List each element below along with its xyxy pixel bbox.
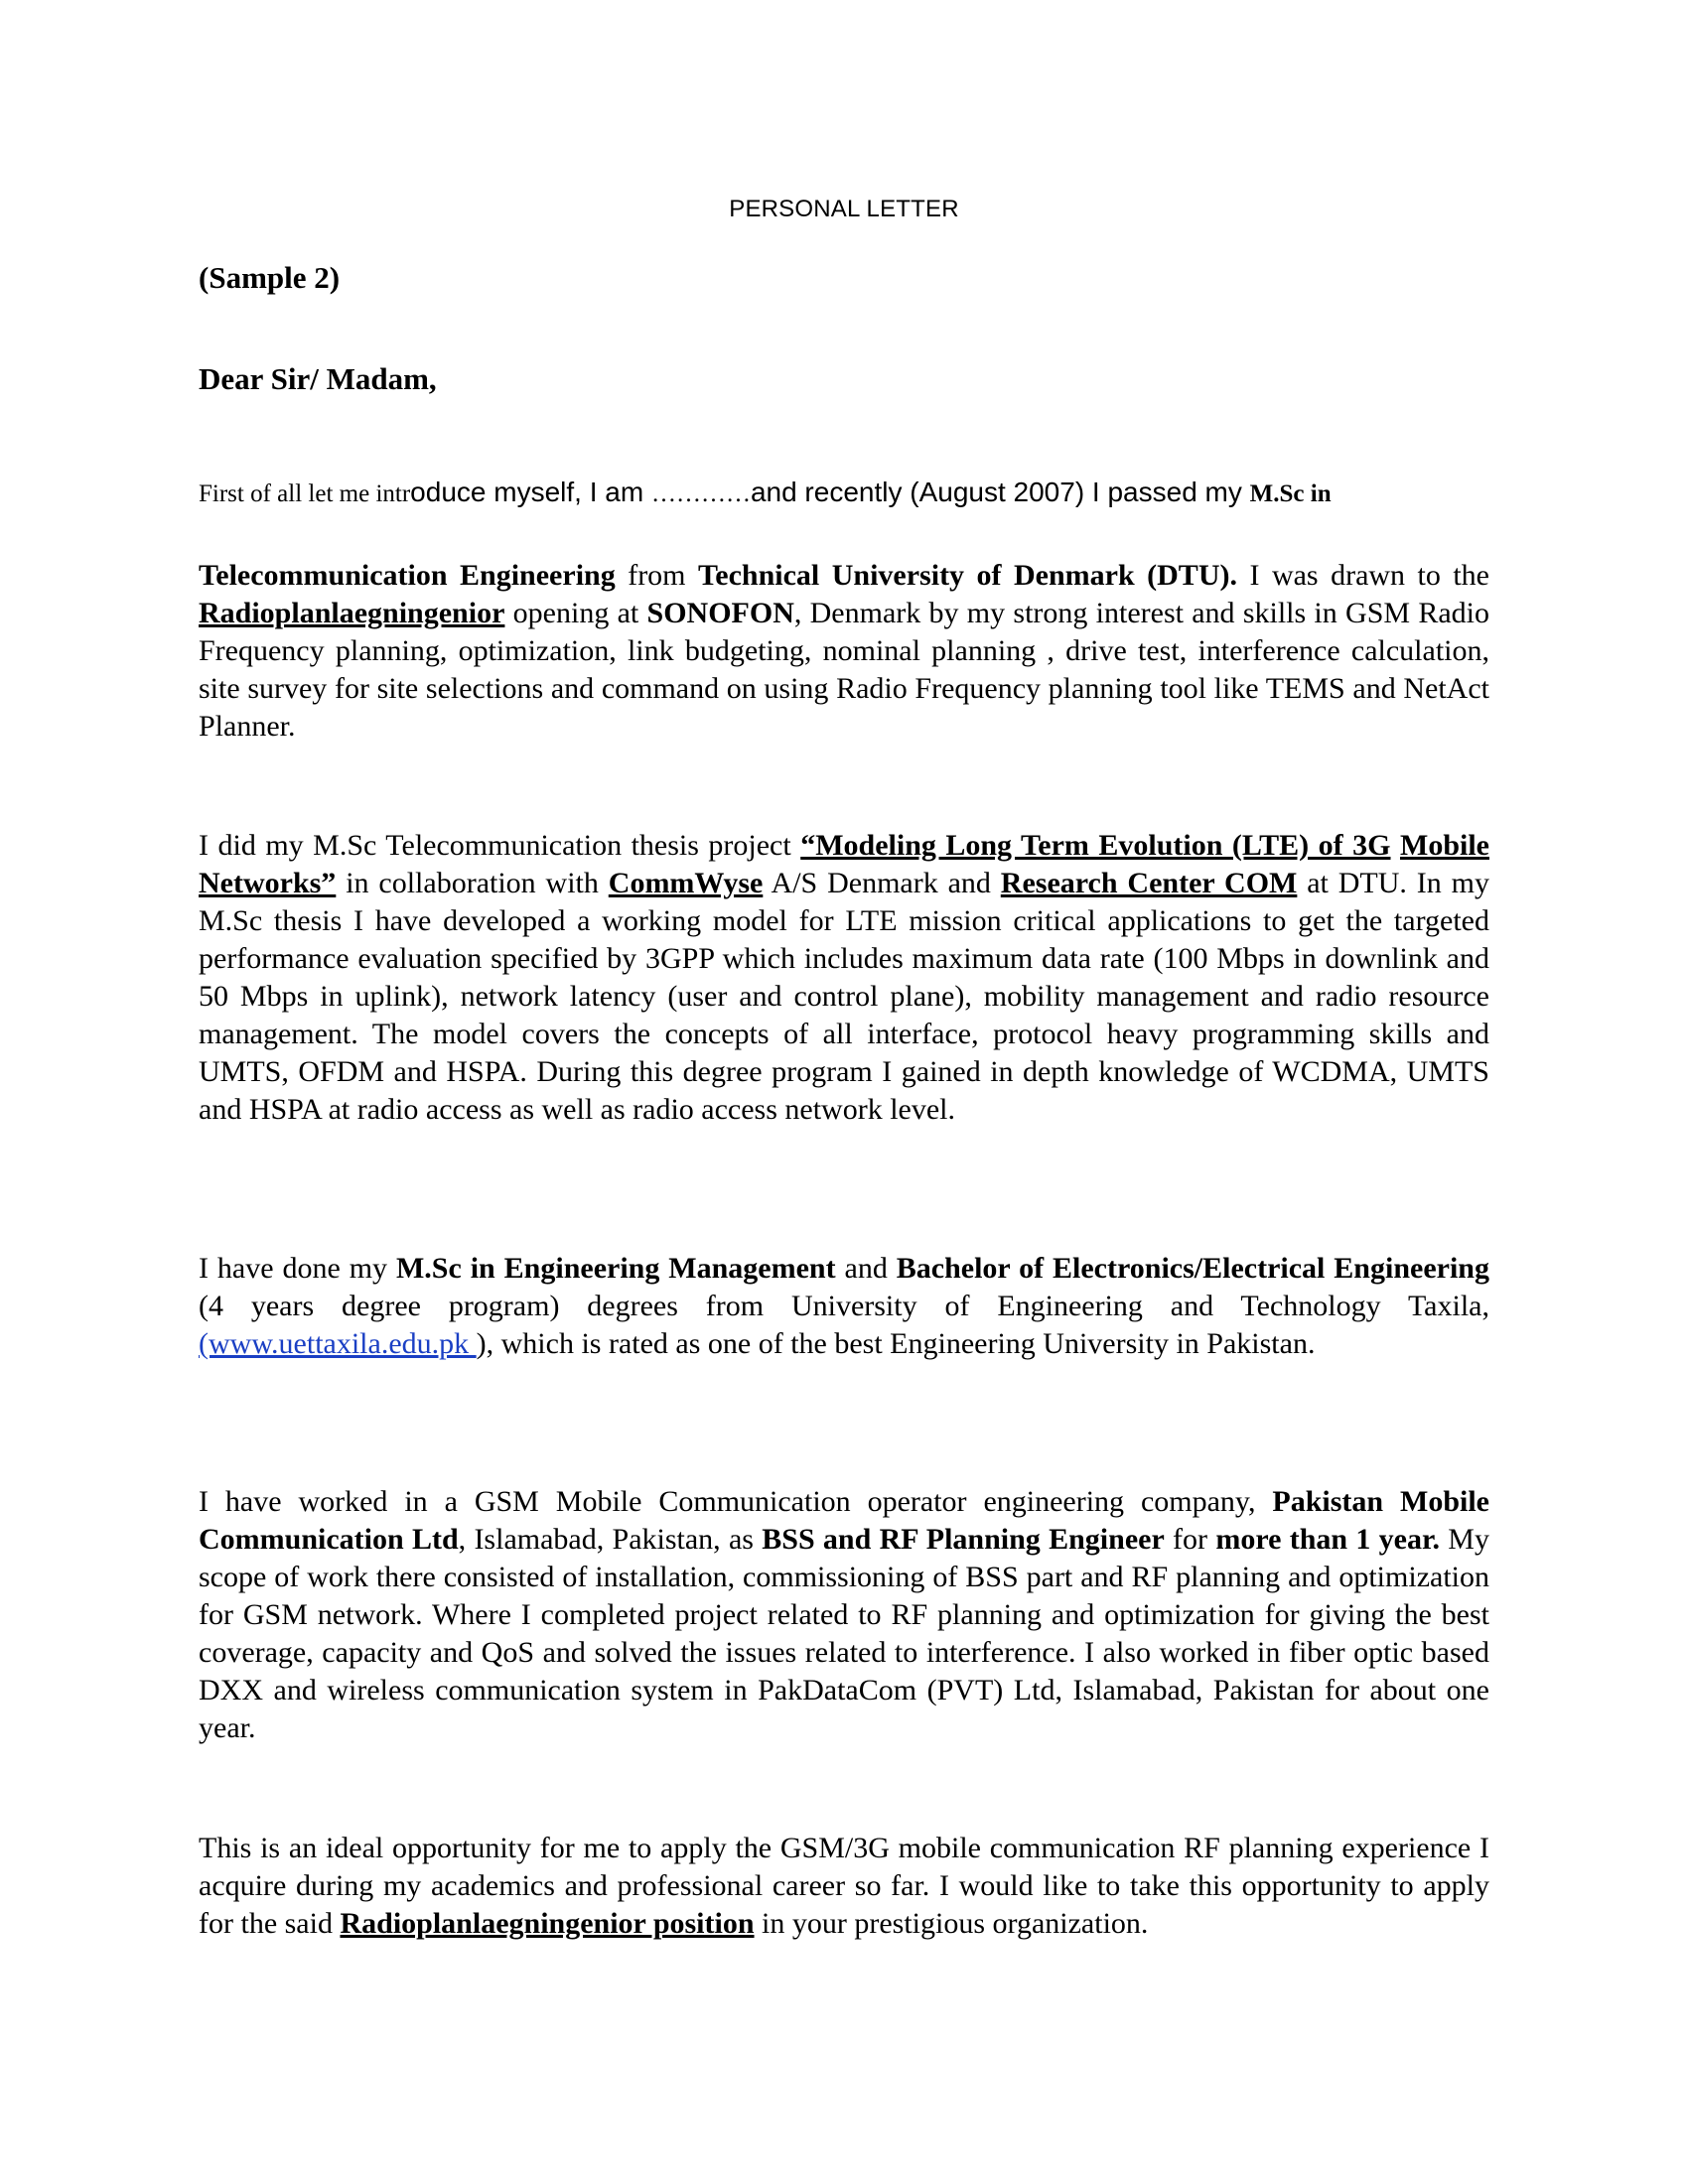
p2-company: CommWyse: [608, 867, 764, 899]
paragraph-1: [199, 557, 1489, 746]
p1-university: Technical University of Denmark (DTU).: [698, 559, 1237, 592]
p2-thesis-title: “Modeling Long Term Evolution (LTE) of 3G: [800, 829, 1391, 862]
intro-ellipsis: …………: [650, 480, 751, 507]
p5-position: Radioplanlaegningenior position: [340, 1907, 755, 1940]
p4-text: I have worked in a GSM Mobile Communication operator engineering company,: [199, 1485, 1273, 1518]
p1-degree: Telecommunication Engineering: [199, 559, 616, 592]
intro-degree: M.Sc in: [1249, 480, 1332, 507]
p3-text: ), which is rated as one of the best Engineering University in Pakistan.: [476, 1327, 1316, 1360]
salutation: Dear Sir/ Madam,: [199, 361, 437, 396]
paragraph-4: [199, 1483, 1489, 1747]
p5-text: This is an ideal opportunity for me to apply the GSM/3G mobile communication RF planning experience I acquire during my academics and professional career so far. I would like to take this opportunity to apply for the said: [199, 1832, 1489, 1940]
intro-text-3: and recently (August 2007) I passed my: [750, 477, 1250, 507]
intro-line: [199, 477, 1489, 510]
p4-text: , Islamabad, Pakistan, as: [458, 1523, 763, 1556]
sample-label: (Sample 2): [199, 260, 341, 295]
p3-degree-2: Bachelor of Electronics/Electrical Engineering: [896, 1252, 1489, 1285]
university-link[interactable]: (www.uettaxila.edu.pk: [199, 1327, 477, 1360]
p1-company: SONOFON: [646, 597, 794, 629]
p2-research-center: Research Center COM: [1000, 867, 1298, 899]
paragraph-5: [199, 1830, 1489, 1943]
p2-text: I did my M.Sc Telecommunication thesis project: [199, 829, 801, 862]
p3-text: and: [835, 1252, 897, 1285]
paragraph-2: [199, 827, 1489, 1129]
paragraph-3: [199, 1250, 1489, 1363]
p2-text: at DTU. In my M.Sc thesis I have developed a working model for LTE mission critical applications to get the targeted performance evaluation specified by 3GPP which includes maximum data rate (100 Mbps in downlink and 50 Mbps in uplink), network latency (user and control plane), mobility management and radio resource management. The model covers the concepts of all interface, protocol heavy programming skills and UMTS, OFDM and HSPA. During this degree program I gained in depth knowledge of WCDMA, UMTS and HSPA at radio access as well as radio access network level.: [199, 867, 1489, 1126]
p1-position: Radioplanlaegningenior: [199, 597, 505, 629]
p3-degree-1: M.Sc in Engineering Management: [395, 1252, 836, 1285]
p4-company: Pakistan Mobile Communication Ltd: [199, 1485, 1490, 1556]
p4-role: BSS and RF Planning Engineer: [762, 1523, 1165, 1556]
p2-text: [1391, 829, 1401, 862]
p4-text: for: [1164, 1523, 1216, 1556]
p4-text: My scope of work there consisted of installation, commissioning of BSS part and RF planning and optimization for GSM network. Where I completed project related to RF planning and optimization for giving the best coverage, capacity and QoS and solved the issues related to interference. I also worked in fiber optic based DXX and wireless communication system in PakDataCom (PVT) Ltd, Islamabad, Pakistan for about one year.: [199, 1523, 1489, 1744]
intro-text-2: oduce myself, I am: [410, 477, 651, 507]
p1-text: , Denmark by my strong interest and skills in GSM Radio Frequency planning, optimization, link budgeting, nominal planning , drive test, interference calculation, site survey for site selections and command on using Radio Frequency planning tool like TEMS and NetAct Planner.: [199, 597, 1489, 743]
p4-duration: more than 1 year.: [1215, 1523, 1441, 1556]
p2-text: in collaboration with: [336, 867, 609, 899]
p3-text: I have done my: [199, 1252, 396, 1285]
p1-text: opening at: [504, 597, 647, 629]
p2-thesis-title-end: Mobile Networks”: [199, 829, 1489, 899]
p3-text: (4 years degree program) degrees from University of Engineering and Technology Taxila,: [199, 1290, 1489, 1322]
page-heading: PERSONAL LETTER: [729, 196, 959, 222]
p1-text: from: [615, 559, 699, 592]
intro-text-1: First of all let me intr: [199, 480, 411, 507]
p5-text: in your prestigious organization.: [754, 1907, 1149, 1940]
p2-text: A/S Denmark and: [763, 867, 1001, 899]
p1-text: I was drawn to the: [1236, 559, 1490, 592]
